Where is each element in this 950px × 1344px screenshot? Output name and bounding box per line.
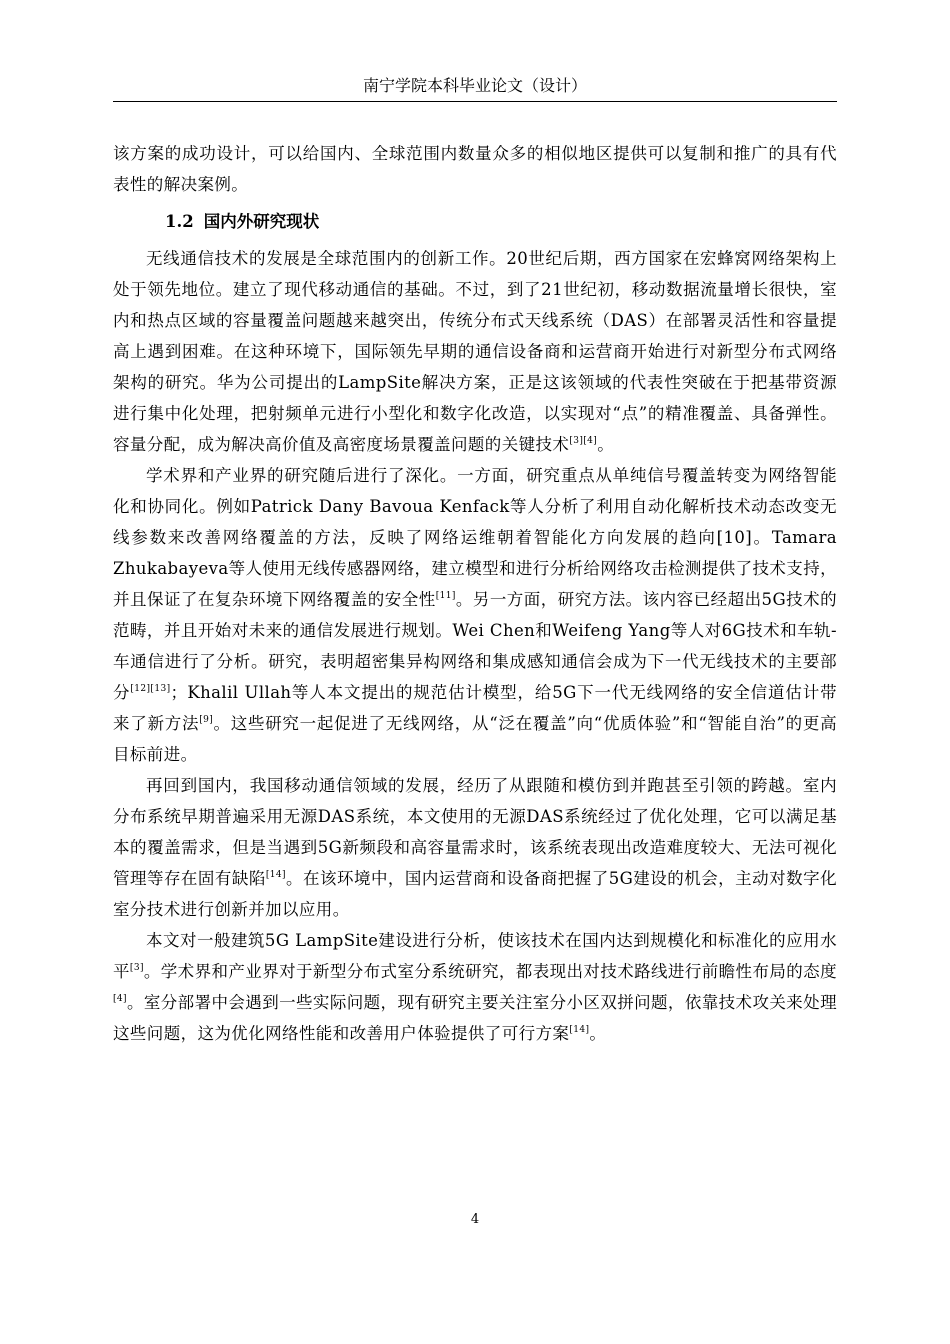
section-number: 1.2: [165, 212, 194, 231]
citation-12-13: [12][13]: [130, 684, 171, 694]
citation-9: [9]: [199, 715, 214, 725]
paragraph-2-text-4: 。这些研究一起促进了无线网络，从“泛在覆盖”向“优质体验”和“智能自治”的更高目标前进。: [113, 714, 837, 764]
page-header-title: 南宁学院本科毕业论文（设计）: [362, 76, 587, 95]
section-title: 国内外研究现状: [203, 212, 320, 231]
paragraph-4: [113, 925, 837, 1049]
paragraph-4-text-2: 。学术界和产业界对于新型分布式室分系统研究，都表现出对技术路线进行前瞻性布局的态度: [143, 962, 837, 981]
page-number: 4: [470, 1212, 480, 1227]
citation-11: [11]: [435, 591, 456, 601]
citation-14: [14]: [265, 870, 286, 880]
citation-3-4: [3][4]: [569, 436, 598, 446]
paragraph-3: [113, 770, 837, 925]
document-body: [113, 138, 837, 1049]
citation-3: [3]: [129, 963, 144, 973]
header-divider: [113, 101, 837, 102]
section-heading: [113, 206, 837, 237]
paragraph-1-text: 无线通信技术的发展是全球范围内的创新工作。20世纪后期，西方国家在宏蜂窝网络架构上处于领先地位。建立了现代移动通信的基础。不过，到了21世纪初，移动数据流量增长很快，室内和热点区域的容量覆盖问题越来越突出，传统分布式天线系统（DAS）在部署灵活性和容量提高上遇到困难。在这种环境下，国际领先早期的通信设备商和运营商开始进行对新型分布式网络架构的研究。华为公司提出的LampSite解决方案，正是这该领域的代表性突破在于把基带资源进行集中化处理，把射频单元进行小型化和数字化改造，以实现对“点”的精准覆盖、具备弹性。容量分配，成为解决高价值及高密度场景覆盖问题的关键技术: [113, 249, 837, 454]
paragraph-3-text-1: 再回到国内，我国移动通信领域的发展，经历了从跟随和模仿到并跑甚至引领的跨越。室内分布系统早期普遍采用无源DAS系统，本文使用的无源DAS系统经过了优化处理，它可以满足基本的覆盖需求，但是当遇到5G新频段和高容量需求时，该系统表现出改造难度较大、无法可视化管理等存在固有缺陷: [113, 776, 837, 888]
paragraph-2-text-2: 。另一方面，研究方法。该内容已经超出5G技术的范畴，并且开始对未来的通信发展进行规划。Wei Chen和Weifeng Yang等人对6G技术和车轨-车通信进行了分析。研究，表明超密集异构网络和集成感知通信会成为下一代无线技术的主要部分: [113, 590, 837, 702]
paragraph-4-text-1: 本文对一般建筑5G LampSite建设进行分析，使该技术在国内达到规模化和标准化的应用水平: [113, 931, 837, 981]
paragraph-4-text-4: 。: [589, 1024, 607, 1043]
paragraph-4-text-3: 。室分部署中会遇到一些实际问题，现有研究主要关注室分小区双拼问题，依靠技术攻关来处理这些问题，这为优化网络性能和改善用户体验提供了可行方案: [113, 993, 837, 1043]
intro-paragraph: 该方案的成功设计，可以给国内、全球范围内数量众多的相似地区提供可以复制和推广的具有代表性的解决案例。: [113, 144, 837, 194]
citation-4: [4]: [113, 994, 127, 1004]
paragraph-2-text-3: ；Khalil Ullah等人本文提出的规范估计模型，给5G下一代无线网络的安全信道估计带来了新方法: [113, 683, 837, 733]
paragraph-3-text-2: 。在该环境中，国内运营商和设备商把握了5G建设的机会，主动对数字化室分技术进行创新并加以应用。: [113, 869, 837, 919]
paragraph-1-end: 。: [597, 435, 615, 454]
paragraph-2: [113, 460, 837, 770]
paragraph-1: [113, 243, 837, 460]
paragraph-2-text-1: 学术界和产业界的研究随后进行了深化。一方面，研究重点从单纯信号覆盖转变为网络智能化和协同化。例如Patrick Dany Bavoua Kenfack等人分析了利用自动化解析技术动态改变无线参数来改善网络覆盖的方法，反映了网络运维朝着智能化方向发展的趋向[10]。Tamara Zhukabayeva等人使用无线传感器网络，建立模型和进行分析给网络攻击检测提供了技术支持，并且保证了在复杂环境下网络覆盖的安全性: [113, 466, 837, 609]
citation-14b: [14]: [569, 1025, 590, 1035]
